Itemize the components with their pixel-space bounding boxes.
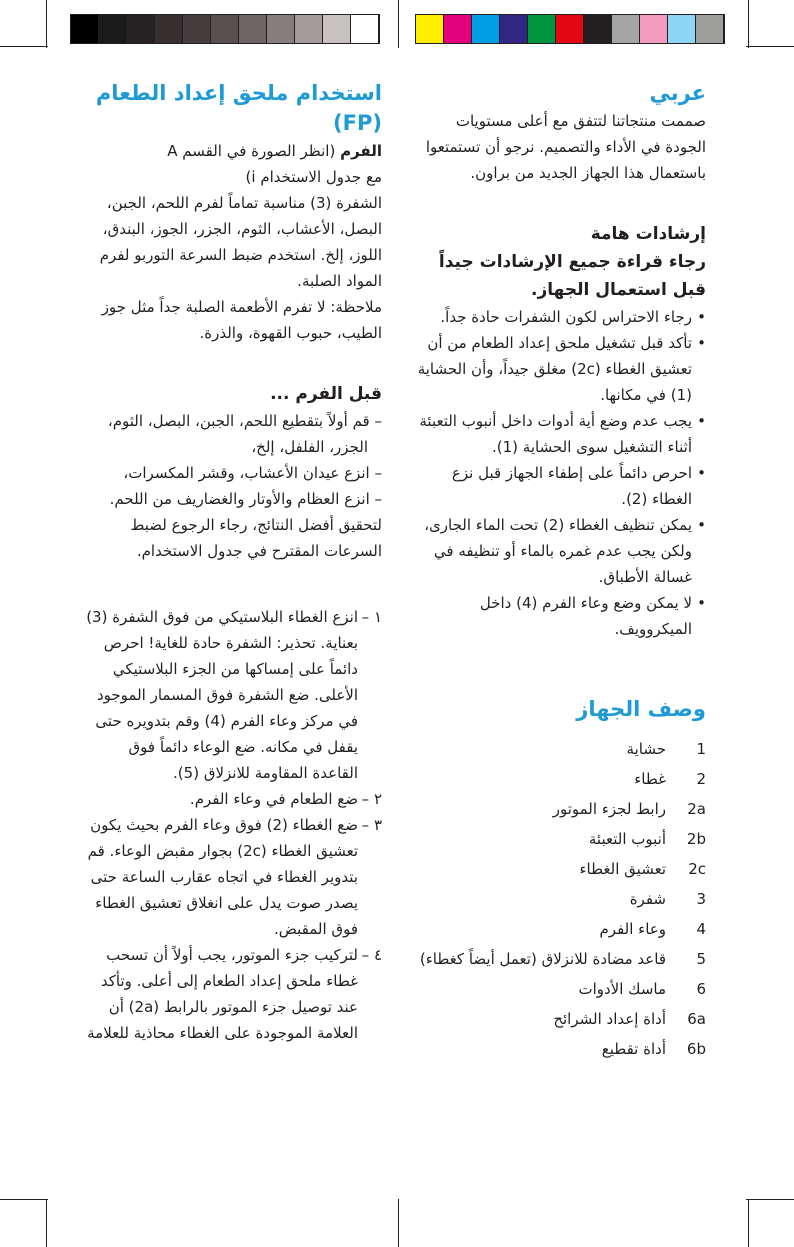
chop-reference: (انظر الصورة في القسم A: [167, 142, 336, 160]
safety-item: • يجب عدم وضع أية أدوات داخل أنبوب التعبئة أثناء التشغيل سوى الحشاية (1).: [410, 408, 692, 460]
part-label: ماسك الأدوات: [578, 980, 666, 998]
color-swatch: [640, 15, 668, 43]
color-swatch: [696, 15, 724, 43]
important-heading: إرشادات هامة: [590, 224, 706, 244]
color-calibration-strip: [415, 14, 725, 44]
crop-mark: [398, 1199, 399, 1247]
step-text: ضع الطعام في وعاء الفرم.: [189, 790, 358, 808]
part-number: 1: [696, 740, 706, 758]
intro-line: باستعمال هذا الجهاز الجديد من براون.: [470, 164, 706, 182]
important-subheading: رجاء قراءة جميع الإرشادات جيداً: [438, 252, 706, 272]
chop-label: الفرم: [340, 142, 382, 160]
crop-mark: [748, 1199, 749, 1247]
step-number: ١ –: [361, 608, 382, 626]
part-label: أداة إعداد الشرائح: [553, 1010, 666, 1028]
intro-line: الجودة في الأداء والتصميم. نرجو أن تستمتعوا: [425, 138, 706, 156]
part-item: [410, 854, 706, 884]
color-swatch: [584, 15, 612, 43]
crop-mark: [46, 1199, 47, 1247]
gray-swatch: [99, 15, 127, 43]
part-item: [410, 1004, 706, 1034]
part-label: وعاء الفرم: [599, 920, 666, 938]
left-column: [82, 78, 382, 1046]
part-number: 6: [696, 980, 706, 998]
before-tail: لتحقيق أفضل النتائج، رجاء الرجوع لضبط السرعات المقترح في جدول الاستخدام.: [130, 516, 382, 560]
part-label: غطاء: [634, 770, 666, 788]
language-title: عربي: [649, 81, 706, 105]
part-item: [410, 914, 706, 944]
intro-line: صممت منتجاتنا لتتفق مع أعلى مستويات: [455, 112, 706, 130]
part-item: [410, 824, 706, 854]
color-swatch: [500, 15, 528, 43]
color-swatch: [528, 15, 556, 43]
grayscale-calibration-strip: [70, 14, 380, 44]
part-number: 2a: [687, 800, 706, 818]
gray-swatch: [155, 15, 183, 43]
step-text: ضع الغطاء (2) فوق وعاء الفرم بحيث يكون تعشيق الغطاء (2c) بجوار مقبض الوعاء. قم بتدوير الغطاء في اتجاه عقارب الساعة حتى يصدر صوت يدل على انغلاق تعشيق الغطاء فوق المقبض.: [87, 816, 358, 938]
gray-swatch: [351, 15, 379, 43]
part-label: شفرة: [629, 890, 666, 908]
part-number: 6a: [687, 1010, 706, 1028]
gray-swatch: [127, 15, 155, 43]
part-item: [410, 884, 706, 914]
step-number: ٤ –: [361, 946, 382, 964]
gray-swatch: [295, 15, 323, 43]
blade-description: الشفرة (3) مناسبة تماماً لفرم اللحم، الجبن، البصل، الأعشاب، الثوم، الجزر، الجوز، البندق، اللوز، إلخ. استخدم ضبط السرعة التوربو لفرم المواد الصلبة.: [99, 194, 382, 290]
before-item: – انزع العظام والأوتار والغضاريف من اللحم.: [109, 490, 382, 508]
color-swatch: [444, 15, 472, 43]
part-label: رابط لجزء الموتور: [552, 800, 666, 818]
part-number: 2c: [688, 860, 706, 878]
part-number: 4: [696, 920, 706, 938]
part-number: 6b: [686, 1040, 706, 1058]
section-title: استخدام ملحق إعداد الطعام (FP): [95, 81, 382, 135]
crop-mark: [0, 1199, 48, 1200]
chop-heading: [82, 138, 382, 164]
part-item: [410, 734, 706, 764]
color-swatch: [668, 15, 696, 43]
gray-swatch: [267, 15, 295, 43]
step: [82, 604, 382, 786]
part-item: [410, 974, 706, 1004]
safety-item: • رجاء الاحتراس لكون الشفرات حادة جداً.: [410, 304, 692, 330]
crop-mark: [0, 46, 48, 47]
right-column: [410, 78, 706, 1064]
parts-list: [410, 734, 706, 1064]
crop-mark: [748, 0, 749, 48]
safety-item: • احرص دائماً على إطفاء الجهاز قبل نزع الغطاء (2).: [410, 460, 692, 512]
before-chopping-heading: قبل الفرم ...: [270, 384, 382, 404]
safety-item: • تأكد قبل تشغيل ملحق إعداد الطعام من أن تعشيق الغطاء (2c) مغلق جيداً، وأن الحشاية (1) في مكانها.: [410, 330, 692, 408]
step-number: ٣ –: [361, 816, 382, 834]
color-swatch: [416, 15, 444, 43]
gray-swatch: [323, 15, 351, 43]
crop-mark: [746, 1199, 794, 1200]
part-number: 5: [696, 950, 706, 968]
step-text: انزع الغطاء البلاستيكي من فوق الشفرة (3) بعناية. تحذير: الشفرة حادة للغاية! احرص دائماً على إمساكها من الجزء البلاستيكي الأعلى. ضع الشفرة فوق المسمار الموجود في مركز وعاء الفرم (4) وقم بتدويره حتى يقفل في مكانه. ضع الوعاء دائماً فوق القاعدة المقاومة للانزلاق (5).: [86, 608, 358, 782]
gray-swatch: [71, 15, 99, 43]
step: [82, 786, 382, 812]
color-swatch: [472, 15, 500, 43]
step-text: لتركيب جزء الموتور، يجب أولاً أن تسحب غطاء ملحق إعداد الطعام إلى أعلى. وتأكد عند توصيل جزء الموتور بالرابط (2a) أن العلامة الموجودة على الغطاء محاذية للعلامة: [87, 946, 358, 1042]
part-number: 3: [696, 890, 706, 908]
chop-reference-2: مع جدول الاستخدام i): [245, 168, 382, 186]
safety-item: • لا يمكن وضع وعاء الفرم (4) داخل الميكروويف.: [410, 590, 692, 642]
crop-mark: [746, 46, 794, 47]
part-label: قاعد مضادة للانزلاق (تعمل أيضاً كغطاء): [419, 950, 666, 968]
step: [82, 812, 382, 942]
crop-mark: [46, 0, 47, 48]
part-item: [410, 944, 706, 974]
gray-swatch: [239, 15, 267, 43]
gray-swatch: [183, 15, 211, 43]
part-item: [410, 764, 706, 794]
part-item: [410, 1034, 706, 1064]
note: ملاحظة: لا تفرم الأطعمة الصلبة جداً مثل جوز الطيب، حبوب القهوة، والذرة.: [101, 298, 382, 342]
important-subheading: قبل استعمال الجهاز.: [530, 280, 706, 300]
part-number: 2: [696, 770, 706, 788]
part-item: [410, 794, 706, 824]
step: [82, 942, 382, 1046]
crop-mark: [398, 0, 399, 48]
part-number: 2b: [686, 830, 706, 848]
gray-swatch: [211, 15, 239, 43]
color-swatch: [556, 15, 584, 43]
part-label: حشاية: [626, 740, 666, 758]
before-item: – انزع عيدان الأعشاب، وقشر المكسرات،: [123, 464, 382, 482]
step-number: ٢ –: [361, 790, 382, 808]
safety-item: • يمكن تنظيف الغطاء (2) تحت الماء الجارى، ولكن يجب عدم غمره بالماء أو تنظيفه في غسالة الأطباق.: [410, 512, 692, 590]
color-swatch: [612, 15, 640, 43]
before-item: – قم أولاً بتقطيع اللحم، الجبن، البصل، الثوم، الجزر، الفلفل، إلخ،: [107, 412, 382, 456]
part-label: تعشيق الغطاء: [579, 860, 666, 878]
description-title: وصف الجهاز: [576, 697, 706, 721]
part-label: أنبوب التعبئة: [588, 830, 666, 848]
safety-list: [410, 304, 706, 642]
part-label: أداة تقطيع: [601, 1040, 666, 1058]
